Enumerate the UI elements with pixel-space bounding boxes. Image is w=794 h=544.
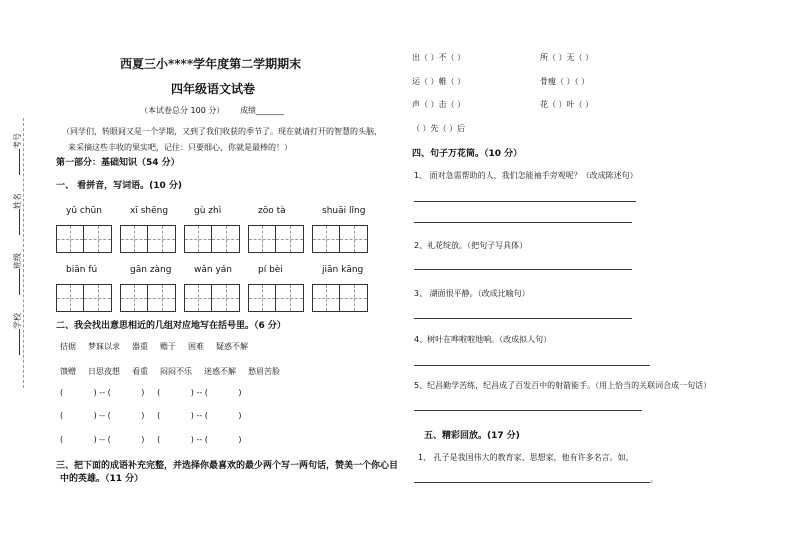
q2-words-row-2 (60, 366, 292, 377)
word-option: 疑惑不解 (216, 342, 248, 351)
writing-cell[interactable] (56, 284, 84, 312)
q4-sentence-3: 3、 湖面很平静。（改成比喻句） (414, 289, 530, 298)
answer-line[interactable] (414, 365, 650, 366)
q2-words-row-1 (60, 341, 260, 352)
writing-cell[interactable] (312, 284, 340, 312)
pinyin-syllable: zàng (149, 265, 172, 275)
q3-title-line-1: 三、把下面的成语补充完整，并选择你最喜欢的最少两个写一两句话，赞美一个你心目 (56, 461, 399, 471)
pinyin-syllable: gù (194, 206, 206, 216)
sidebar-label-kaohao: 考号 (12, 133, 23, 175)
writing-cell[interactable] (84, 225, 112, 253)
writing-grid[interactable] (312, 284, 368, 312)
q5-title: 五、精彩回放。(17 分) (424, 431, 520, 441)
q4-sentence-4: 4、树叶在哗啦啦地响。（改成拟人句） (414, 335, 552, 344)
pinyin-label (322, 206, 365, 216)
pinyin-syllable: wǎn (194, 265, 213, 275)
word-option: 看重 (132, 367, 148, 376)
idiom-fill-1[interactable]: 出（ ）不（ ） (412, 53, 466, 62)
idiom-fill-5[interactable]: 声（ ）击（ ） (412, 100, 466, 109)
word-option: 馈赠 (60, 367, 76, 376)
answer-line[interactable] (414, 482, 650, 483)
word-option: 拮据 (60, 342, 76, 351)
word-option: 迷惑不解 (204, 367, 236, 376)
writing-cell[interactable] (120, 225, 148, 253)
answer-line[interactable] (414, 269, 632, 270)
writing-cell[interactable] (340, 225, 368, 253)
pinyin-syllable: yǔ (66, 206, 78, 216)
writing-cell[interactable] (212, 284, 240, 312)
pinyin-label (322, 265, 363, 275)
writing-cell[interactable] (184, 225, 212, 253)
score-field[interactable]: 成绩_______ (240, 106, 284, 115)
word-option: 器重 (132, 342, 148, 351)
answer-line[interactable] (414, 410, 642, 411)
writing-grid[interactable] (56, 225, 112, 253)
answer-line[interactable] (414, 318, 632, 319)
pinyin-syllable: biān (66, 265, 86, 275)
part1-heading: 第一部分：基础知识（54 分） (56, 158, 180, 168)
pinyin-syllable: bèi (269, 265, 283, 275)
writing-cell[interactable] (248, 284, 276, 312)
pinyin-syllable: shuāi (322, 206, 347, 216)
writing-cell[interactable] (184, 284, 212, 312)
word-option: 赡于 (160, 342, 176, 351)
writing-cell[interactable] (148, 284, 176, 312)
q2-answer-row[interactable]: ( ) -- ( ) ( ) -- ( ) (60, 435, 242, 444)
writing-cell[interactable] (84, 284, 112, 312)
pinyin-syllable: chūn (79, 206, 102, 216)
pinyin-label (194, 265, 232, 275)
pinyin-syllable: jiān (322, 265, 339, 275)
pinyin-syllable: shēng (140, 206, 169, 216)
word-option: 愁眉苦脸 (248, 367, 280, 376)
idiom-fill-4[interactable]: 骨瘦（ ）（ ） (540, 77, 590, 86)
writing-grid[interactable] (56, 284, 112, 312)
idiom-fill-6[interactable]: 花（ ）叶（ ） (540, 100, 594, 109)
pinyin-syllable: pí (258, 265, 267, 275)
q4-sentence-1: 1、 面对急需帮助的人，我们怎能袖手旁观呢？（改成陈述句） (414, 171, 638, 180)
answer-line[interactable] (414, 201, 636, 202)
sidebar-label-xingming: 姓名 (12, 193, 23, 235)
pinyin-syllable: yán (215, 265, 233, 275)
idiom-fill-2[interactable]: 所（ ）无（ ） (540, 53, 594, 62)
writing-grid[interactable] (184, 284, 240, 312)
q4-sentence-5: 5、纪昌勤学苦练，纪昌成了百发百中的射箭能手。（用上恰当的关联词合成一句话） (414, 381, 712, 390)
pinyin-label (258, 265, 283, 275)
word-option: 梦寐以求 (88, 342, 120, 351)
period-mark: 。 (650, 475, 658, 484)
page-title: 西夏三小****学年度第二学期期末 (120, 57, 302, 71)
writing-grid[interactable] (120, 225, 176, 253)
intro-line-1: （同学们，转眼间又是一个学期，又到了我们收获的季节了。现在就请打开的智慧的头脑， (62, 127, 382, 136)
pinyin-syllable: lǐng (349, 206, 366, 216)
sidebar-label-xuexiao: 学校 (12, 313, 23, 355)
writing-cell[interactable] (148, 225, 176, 253)
q4-sentence-2: 2、礼花绽放。（把句子写具体） (414, 241, 528, 250)
q3-title-line-2: 中的英雄。（11 分） (60, 474, 144, 484)
intro-line-2: 来采摘这些丰收的果实吧，记住：只要细心，你就是最棒的！） (68, 143, 292, 152)
answer-line[interactable] (414, 222, 632, 223)
writing-cell[interactable] (276, 225, 304, 253)
pinyin-label (66, 265, 97, 275)
page-subtitle: 四年级语文试卷 (171, 82, 256, 96)
q2-title: 二、我会找出意思相近的几组对应地写在括号里。（6 分） (56, 321, 286, 331)
idiom-fill-3[interactable]: 运（ ）帷（ ） (412, 77, 466, 86)
writing-cell[interactable] (212, 225, 240, 253)
q5-sentence-1: 1、 孔子是我国伟大的教育家、思想家，他有许多名言。如， (418, 453, 634, 462)
word-option: 日思夜想 (88, 367, 120, 376)
q2-answer-row[interactable]: ( ) -- ( ) ( ) -- ( ) (60, 388, 242, 397)
pinyin-syllable: tà (276, 206, 286, 216)
writing-grid[interactable] (184, 225, 240, 253)
writing-cell[interactable] (120, 284, 148, 312)
q2-answer-row[interactable]: ( ) -- ( ) ( ) -- ( ) (60, 411, 242, 420)
writing-grid[interactable] (248, 225, 304, 253)
pinyin-syllable: zhì (208, 206, 222, 216)
pinyin-syllable: gān (130, 265, 147, 275)
pinyin-label (130, 206, 168, 216)
word-option: 闷闷不乐 (160, 367, 192, 376)
binding-dashed-line (23, 118, 24, 388)
writing-cell[interactable] (56, 225, 84, 253)
writing-grid[interactable] (120, 284, 176, 312)
writing-cell[interactable] (248, 225, 276, 253)
pinyin-label (66, 206, 102, 216)
sidebar-label-banji: 班级 (12, 253, 23, 295)
word-option: 困难 (188, 342, 204, 351)
pinyin-syllable: zōo (258, 206, 274, 216)
q1-title: 一、 看拼音，写词语。(10 分) (56, 181, 183, 191)
pinyin-label (194, 206, 221, 216)
writing-cell[interactable] (276, 284, 304, 312)
total-score-note: （本试卷总分 100 分） (140, 106, 225, 115)
writing-cell[interactable] (312, 225, 340, 253)
pinyin-syllable: fú (88, 265, 98, 275)
writing-cell[interactable] (340, 284, 368, 312)
pinyin-label (258, 206, 286, 216)
writing-grid[interactable] (312, 225, 368, 253)
idiom-fill-7[interactable]: （ ）先（ ）后 (412, 124, 466, 133)
pinyin-syllable: kāng (341, 265, 364, 275)
pinyin-syllable: xī (130, 206, 138, 216)
q4-title: 四、句子万花筒。（10 分） (412, 149, 523, 159)
pinyin-label (130, 265, 171, 275)
writing-grid[interactable] (248, 284, 304, 312)
